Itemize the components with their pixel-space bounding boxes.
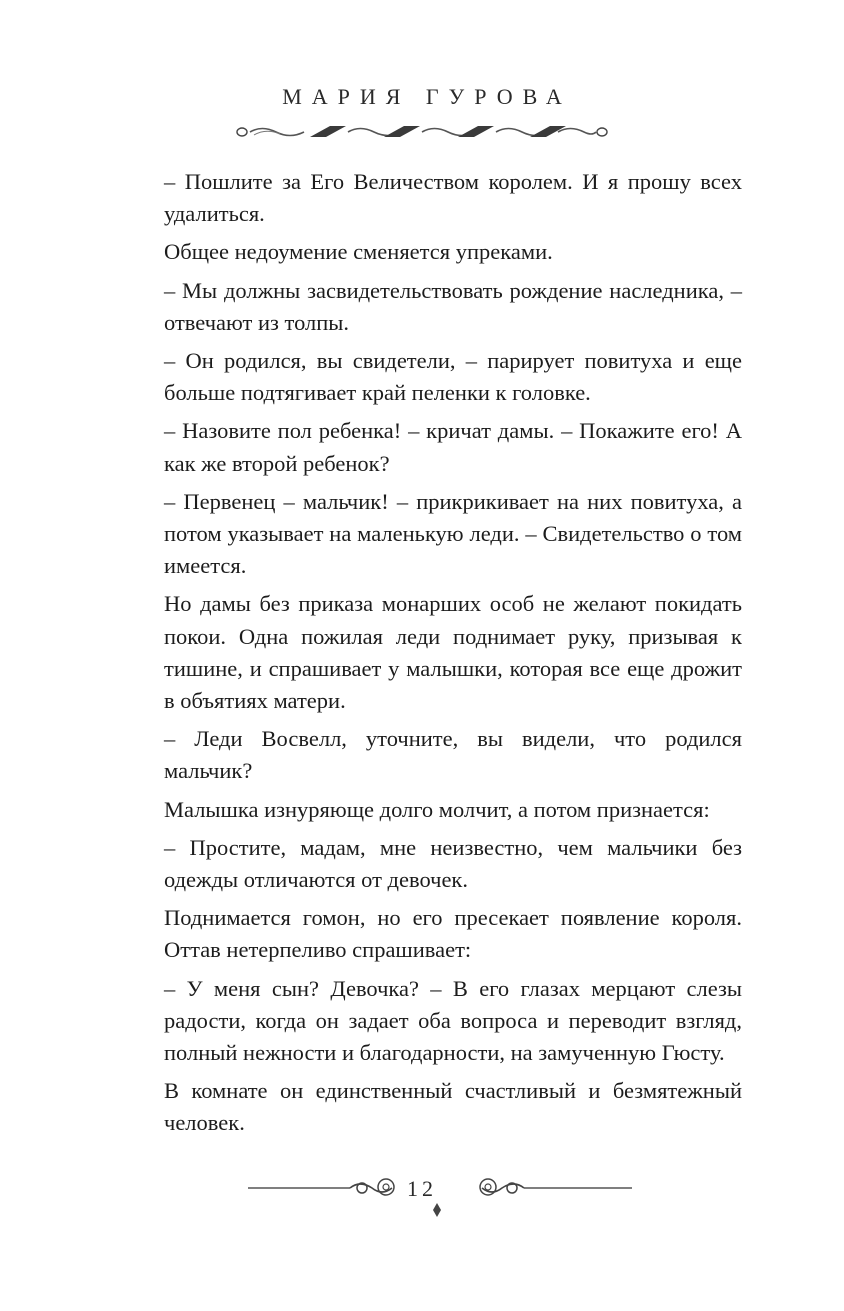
paragraph: – Леди Восвелл, уточните, вы видели, что родился мальчик? <box>164 726 742 784</box>
page-number: 12 <box>407 1176 437 1201</box>
paragraph: Малышка изнуряюще долго молчит, а потом признается: <box>164 796 710 822</box>
paragraph: – Первенец – мальчик! – прикрикивает на них повитуха, а потом указывает на маленькую леди. – Свидетельство о том имеется. <box>164 488 742 579</box>
paragraph: – Пошлите за Его Величеством королем. И я прошу всех удалиться. <box>164 169 742 227</box>
paragraph: Общее недоумение сменяется упреками. <box>164 239 553 265</box>
author-name: МАРИЯ ГУРОВА <box>282 84 572 109</box>
paragraph: – У меня сын? Девочка? – В его глазах мерцают слезы радости, когда он задает оба вопроса и переводит взгляд, полный нежности и благодарности, на замученную Гюсту. <box>164 975 742 1066</box>
running-header <box>0 84 844 142</box>
header-ornament <box>236 122 608 142</box>
paragraph: – Мы должны засвидетельствовать рождение наследника, – отвечают из толпы. <box>164 277 742 335</box>
paragraph: В комнате он единственный счастливый и безмятежный человек. <box>164 1078 742 1136</box>
page-footer <box>0 1170 844 1230</box>
paragraph: – Он родился, вы свидетели, – парирует повитуха и еще больше подтягивает край пеленки к головке. <box>164 348 742 406</box>
paragraph: – Назовите пол ребенка! – кричат дамы. – Покажите его! А как же второй ребенок? <box>164 418 742 476</box>
chapter-text <box>164 166 742 1146</box>
paragraph: Но дамы без приказа монарших особ не желают покидать покои. Одна пожилая леди поднимает руку, призывая к тишине, и спрашивает у малышки, которая все еще дрожит в объятиях матери. <box>164 591 742 714</box>
paragraph: – Простите, мадам, мне неизвестно, чем мальчики без одежды отличаются от девочек. <box>164 834 742 893</box>
paragraph: Поднимается гомон, но его пресекает появление короля. Оттав нетерпеливо спрашивает: <box>164 905 742 963</box>
